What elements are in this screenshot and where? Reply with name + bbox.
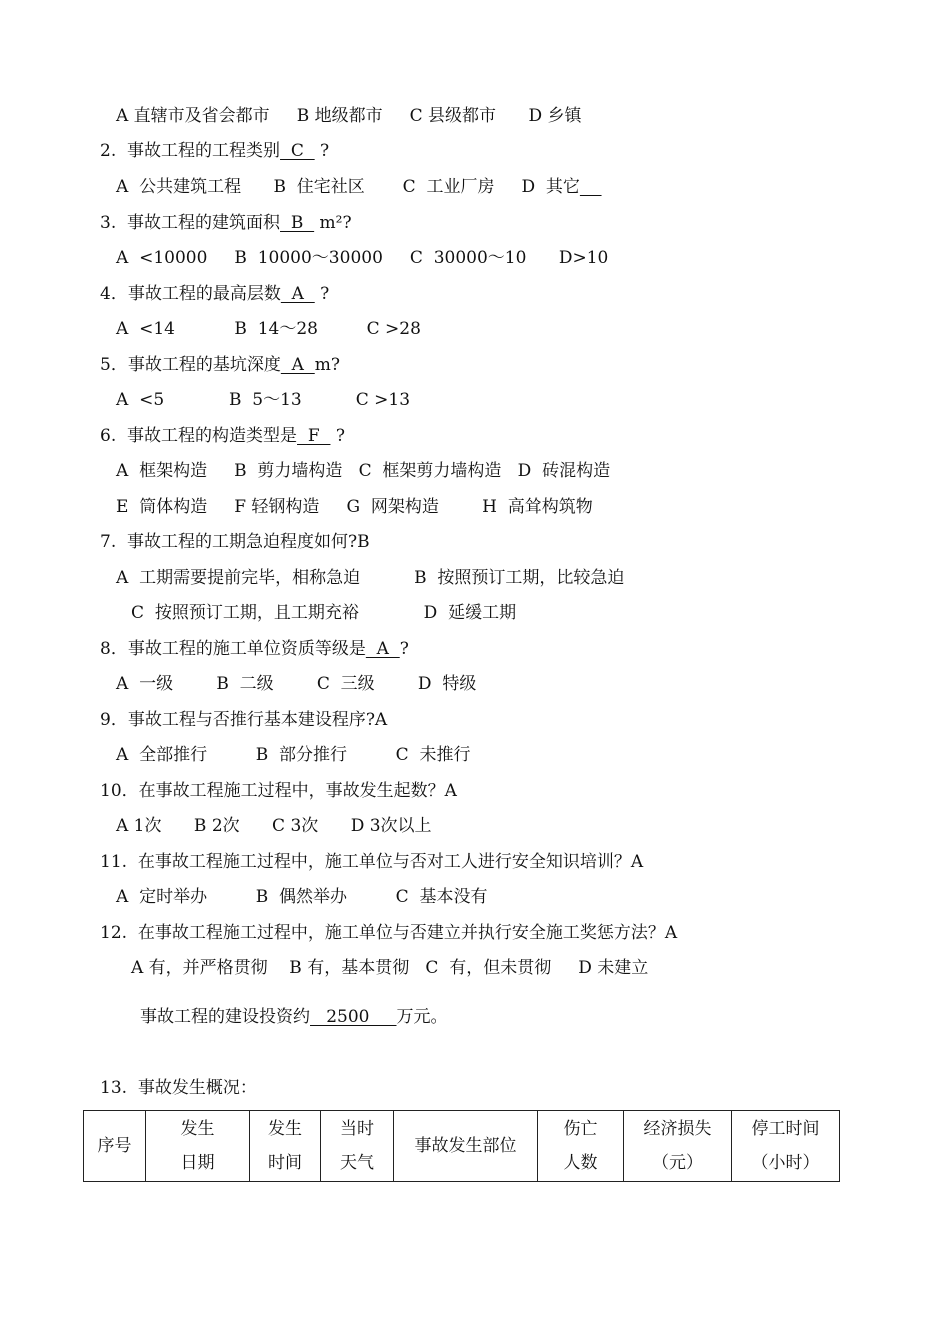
header-date: 发生 日期 [146,1111,250,1182]
question-12: 12. 在事故工程施工过程中，施工单位与否建立并执行安全施工奖惩方法？A [100,923,678,943]
header-economic-loss: 经济损失 （元） [624,1111,732,1182]
header-downtime: 停工时间 （小时） [732,1111,840,1182]
options-q11: A 定时举办 B 偶然举办 C 基本没有 [116,887,488,907]
investment-value: 2500 [310,1007,397,1027]
question-2 [100,139,329,163]
question-suffix: ? [314,284,330,304]
question-text: 8．事故工程的施工单位资质等级是 [100,639,366,659]
question-suffix: m²? [314,213,352,233]
header-location: 事故发生部位 [394,1111,538,1182]
options-q10: A 1次 B 2次 C 3次 D 3次以上 [116,816,432,836]
header-casualties: 伤亡 人数 [538,1111,624,1182]
investment-label: 事故工程的建设投资约 [140,1007,310,1027]
question-13: 13. 事故发生概况： [100,1078,257,1098]
question-3 [100,211,352,235]
question-10: 10．在事故工程施工过程中，事故发生起数？A [100,781,457,801]
options-q4: A <14 B 14～28 C >28 [116,319,421,339]
accident-table [83,1110,840,1182]
options-q6-row1: A 框架构造 B 剪力墙构造 C 框架剪力墙构造 D 砖混构造 [116,461,611,481]
question-text: 6. 事故工程的构造类型是 [100,426,298,446]
header-index: 序号 [84,1111,146,1182]
answer: C [280,141,315,161]
header-weather: 当时 天气 [321,1111,394,1182]
investment-line [140,1005,448,1029]
question-5 [100,353,340,377]
question-text: 5．事故工程的基坑深度 [100,355,281,375]
options-q6-row2: E 筒体构造 F 轻钢构造 G 网架构造 H 高耸构筑物 [116,497,593,517]
answer: A [280,284,315,304]
options-q3: A <10000 B 10000～30000 C 30000～10 D>10 [116,248,609,268]
options-q12: A 有，并严格贯彻 B 有，基本贯彻 C 有，但未贯彻 D 未建立 [131,958,649,978]
answer: F [297,426,331,446]
question-text: 3. 事故工程的建筑面积 [100,213,281,233]
question-6 [100,424,345,448]
options-q7-row1: A 工期需要提前完毕，相称急迫 B 按照预订工期，比较急迫 [116,568,625,588]
answer: A [280,355,315,375]
options-q1: A 直辖市及省会都市 B 地级都市 C 县级都市 D 乡镇 [116,106,582,126]
blank [580,177,602,197]
header-time: 发生 时间 [250,1111,321,1182]
question-4 [100,282,329,306]
question-suffix: ? [399,639,409,659]
question-suffix: ? [330,426,345,446]
options-q8: A 一级 B 二级 C 三级 D 特级 [116,674,477,694]
options-q9: A 全部推行 B 部分推行 C 未推行 [116,745,471,765]
options-q2 [116,175,602,199]
table-header-row [84,1111,840,1182]
question-7: 7. 事故工程的工期急迫程度如何?B [100,532,370,552]
options-text: A 公共建筑工程 B 住宅社区 C 工业厂房 D 其它 [116,177,580,197]
question-11: 11. 在事故工程施工过程中，施工单位与否对工人进行安全知识培训？A [100,852,644,872]
answer: A [365,639,400,659]
question-8 [100,637,409,661]
question-suffix: m? [314,355,340,375]
options-q5: A <5 B 5～13 C >13 [116,390,411,410]
answer: B [280,213,315,233]
investment-unit: 万元。 [396,1007,448,1027]
question-text: 4．事故工程的最高层数 [100,284,281,304]
question-text: 2. 事故工程的工程类别 [100,141,281,161]
question-suffix: ? [314,141,330,161]
options-q7-row2: C 按照预订工期，且工期充裕 D 延缓工期 [131,603,517,623]
question-9: 9．事故工程与否推行基本建设程序?A [100,710,388,730]
